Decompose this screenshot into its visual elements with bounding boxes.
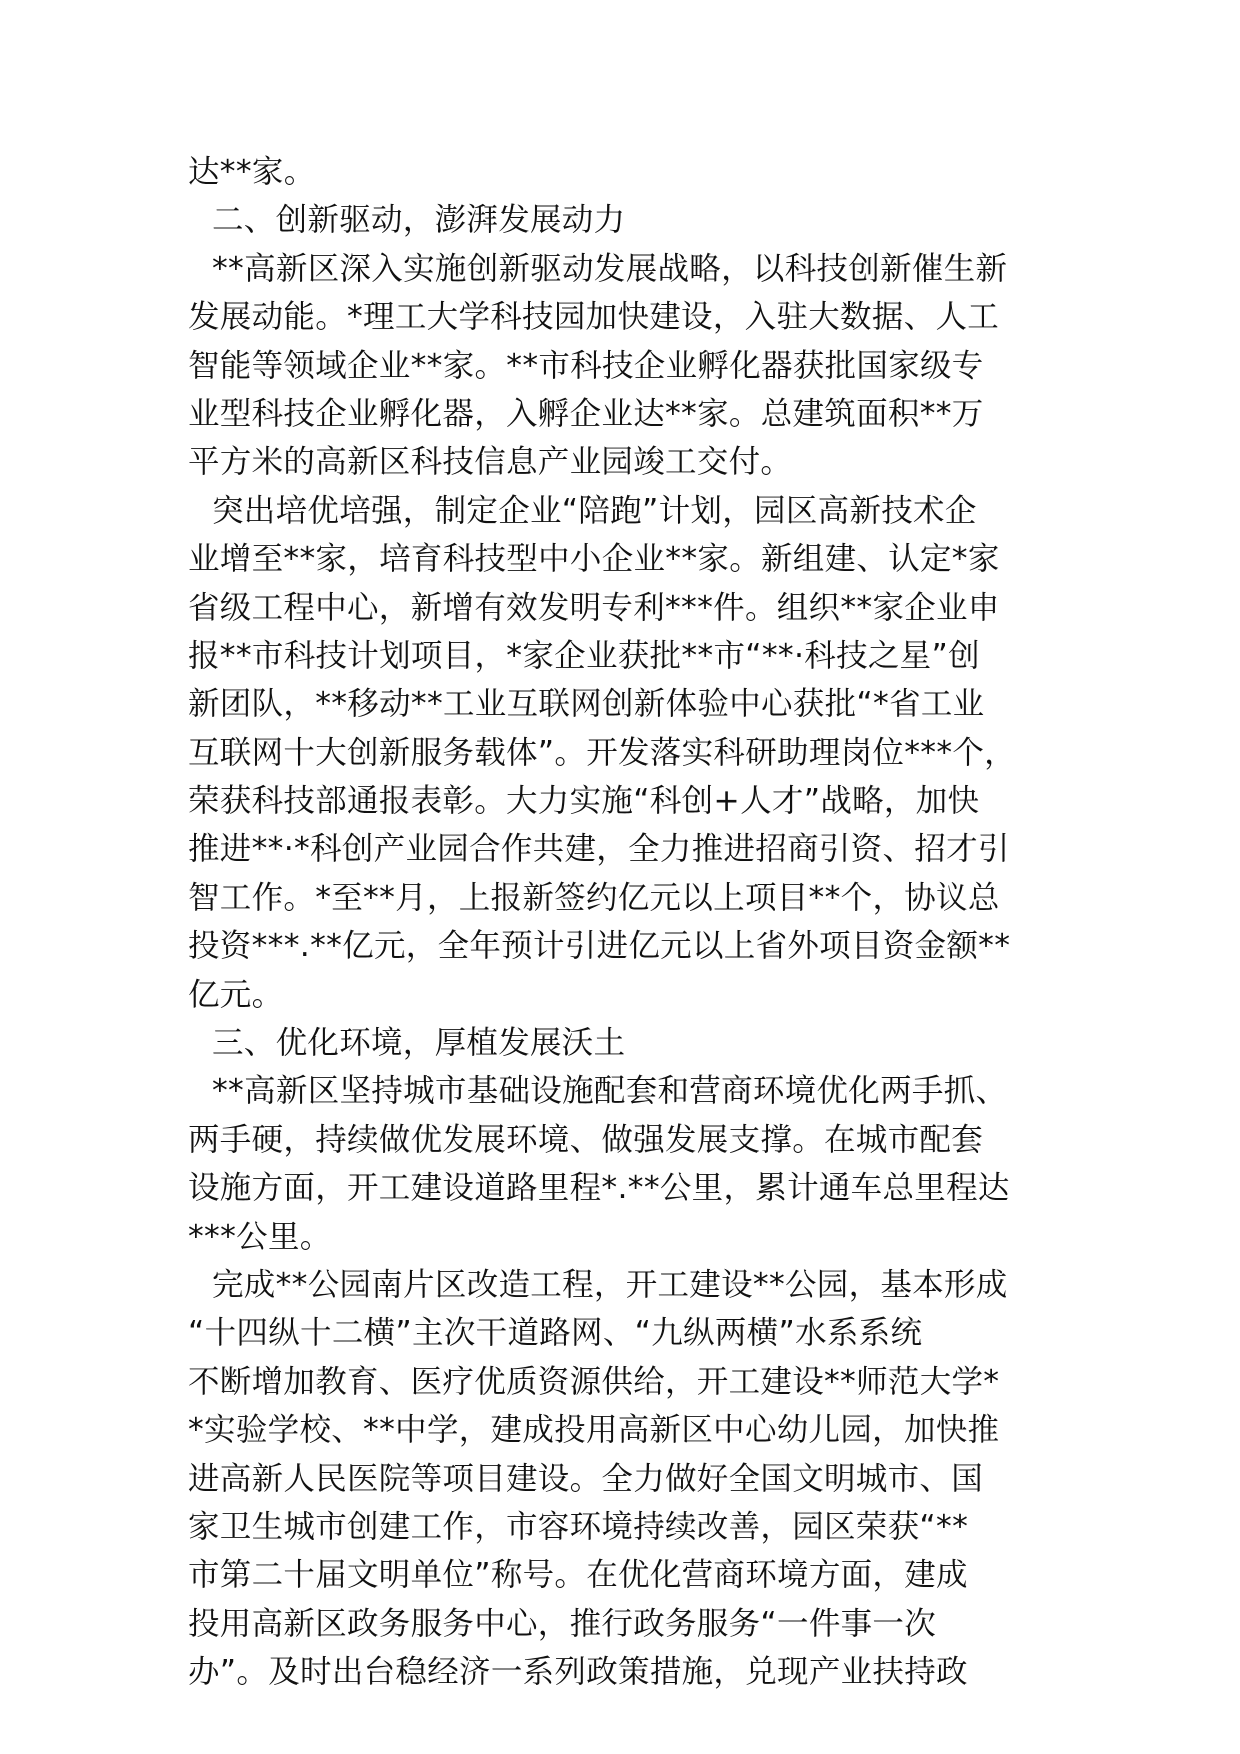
text-line: 三、优化环境，厚植发展沃土	[212, 1025, 626, 1062]
text-line: 进高新人民医院等项目建设。全力做好全国文明城市、国	[188, 1460, 984, 1497]
text-line: 荣获科技部通报表彰。大力实施“科创+人才”战略，加快	[188, 783, 980, 820]
text-line: ***公里。	[188, 1218, 332, 1255]
text-line: 家卫生城市创建工作，市容环境持续改善，园区荣获“**	[188, 1508, 969, 1545]
text-line: “十四纵十二横”主次干道路网、“九纵两横”水系系统	[188, 1315, 923, 1352]
text-line: 互联网十大创新服务载体”。开发落实科研助理岗位***个，	[188, 734, 1016, 771]
text-line: 业增至**家，培育科技型中小企业**家。新组建、认定*家	[188, 541, 1000, 578]
text-line: 报**市科技计划项目，*家企业获批**市“**·科技之星”创	[188, 637, 980, 674]
text-line: 达**家。	[188, 154, 316, 190]
text-line: 完成**公园南片区改造工程，开工建设**公园，基本形成	[212, 1266, 1008, 1303]
text-line: 办”。及时出台稳经济一系列政策措施，兑现产业扶持政	[188, 1654, 968, 1691]
text-line: 新团队，**移动**工业互联网创新体验中心获批“*省工业	[188, 686, 985, 723]
text-line: *实验学校、**中学，建成投用高新区中心幼儿园，加快推	[188, 1412, 1000, 1449]
text-line: 智工作。*至**月，上报新签约亿元以上项目**个，协议总	[188, 879, 1000, 916]
text-line: 智能等领域企业**家。**市科技企业孵化器获批国家级专	[188, 347, 984, 384]
text-line: 业型科技企业孵化器，入孵企业达**家。总建筑面积**万	[188, 395, 984, 432]
document-body	[188, 148, 1060, 1697]
text-line: **高新区深入实施创新驱动发展战略，以科技创新催生新	[212, 250, 1008, 287]
text-line: 推进**·*科创产业园合作共建，全力推进招商引资、招才引	[188, 831, 1010, 868]
text-line: **高新区坚持城市基础设施配套和营商环境优化两手抓、	[212, 1073, 1008, 1110]
text-line: 不断增加教育、医疗优质资源供给，开工建设**师范大学*	[188, 1363, 1000, 1400]
text-line: 二、创新驱动，澎湃发展动力	[212, 202, 626, 239]
text-line: 省级工程中心，新增有效发明专利***件。组织**家企业申	[188, 589, 1000, 626]
text-line: 突出培优培强，制定企业“陪跑”计划，园区高新技术企	[212, 492, 977, 529]
text-line: 亿元。	[188, 976, 284, 1013]
text-line: 发展动能。*理工大学科技园加快建设，入驻大数据、人工	[188, 299, 1000, 336]
text-line: 市第二十届文明单位”称号。在优化营商环境方面，建成	[188, 1557, 968, 1594]
text-line: 设施方面，开工建设道路里程*.**公里，累计通车总里程达	[188, 1170, 1010, 1207]
text-line: 两手硬，持续做优发展环境、做强发展支撑。在城市配套	[188, 1121, 984, 1158]
text-line: 投资***.**亿元，全年预计引进亿元以上省外项目资金额**	[188, 928, 1011, 965]
text-line: 平方米的高新区科技信息产业园竣工交付。	[188, 444, 793, 481]
text-line: 投用高新区政务服务中心，推行政务服务“一件事一次	[188, 1605, 937, 1642]
